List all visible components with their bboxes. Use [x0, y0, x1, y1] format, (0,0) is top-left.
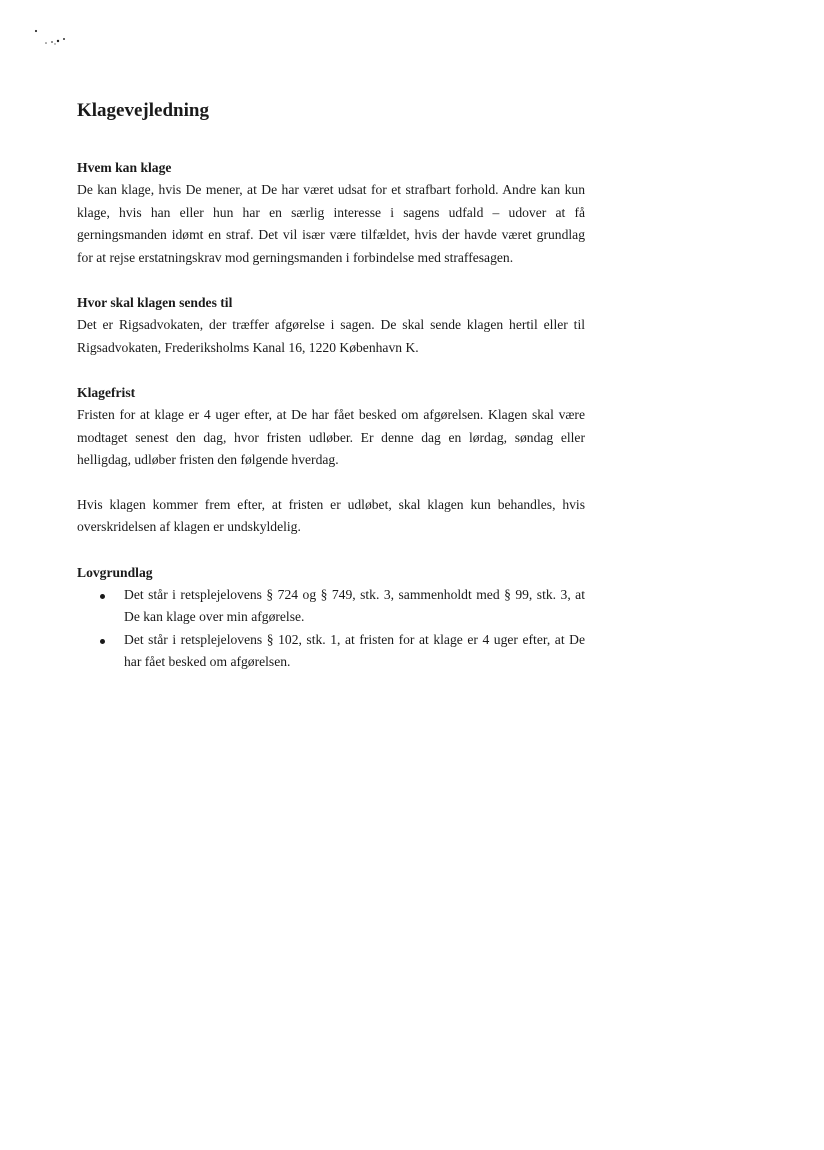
section-heading: Klagefrist: [77, 385, 136, 400]
scan-specks: [30, 28, 80, 52]
section-legal-basis: [77, 562, 585, 674]
list-item-text: Det står i retsplejelovens § 724 og § 749, stk. 3, sammenholdt med § 99, stk. 3, at De kan klage over min afgørelse.: [124, 586, 585, 624]
document-content: [77, 96, 585, 697]
section-paragraph: Fristen for at klage er 4 uger efter, at De har fået besked om afgørelsen. Klagen skal være modtaget senest den dag, hvor fristen udløber. Er denne dag en lørdag, søndag eller helligdag, udløber fristen den følgende hverdag.: [77, 407, 585, 467]
section-heading: Hvem kan klage: [77, 160, 172, 175]
list-item-text: Det står i retsplejelovens § 102, stk. 1, at fristen for at klage er 4 uger efter, at De har fået besked om afgørelsen.: [124, 631, 585, 669]
section-who-can-complain: [77, 157, 585, 269]
legal-basis-list: [77, 584, 585, 674]
section-paragraph-late: Hvis klagen kommer frem efter, at fristen er udløbet, skal klagen kun behandles, hvis overskridelsen af klagen er undskyldelig.: [77, 496, 585, 534]
list-item: [77, 584, 585, 629]
section-heading: Hvor skal klagen sendes til: [77, 295, 233, 310]
section-where-to-send: [77, 292, 585, 359]
list-item: [77, 629, 585, 674]
section-deadline: [77, 382, 585, 539]
section-paragraph: Det er Rigsadvokaten, der træffer afgørelse i sagen. De skal sende klagen hertil eller til Rigsadvokaten, Frederiksholms Kanal 16, 1220 København K.: [77, 317, 585, 355]
bullet-icon: [100, 594, 105, 599]
document-title: Klagevejledning: [77, 100, 209, 121]
section-heading: Lovgrundlag: [77, 564, 153, 580]
bullet-icon: [100, 639, 105, 644]
section-paragraph: De kan klage, hvis De mener, at De har været udsat for et strafbart forhold. Andre kan kun klage, hvis han eller hun har en særlig interesse i sagens udfald – udover at få gerningsmanden idømt en straf. Det vil især være tilfældet, hvis der havde været grundlag for at rejse erstatningskrav mod gerningsmanden i forbindelse med straffesagen.: [77, 182, 585, 265]
